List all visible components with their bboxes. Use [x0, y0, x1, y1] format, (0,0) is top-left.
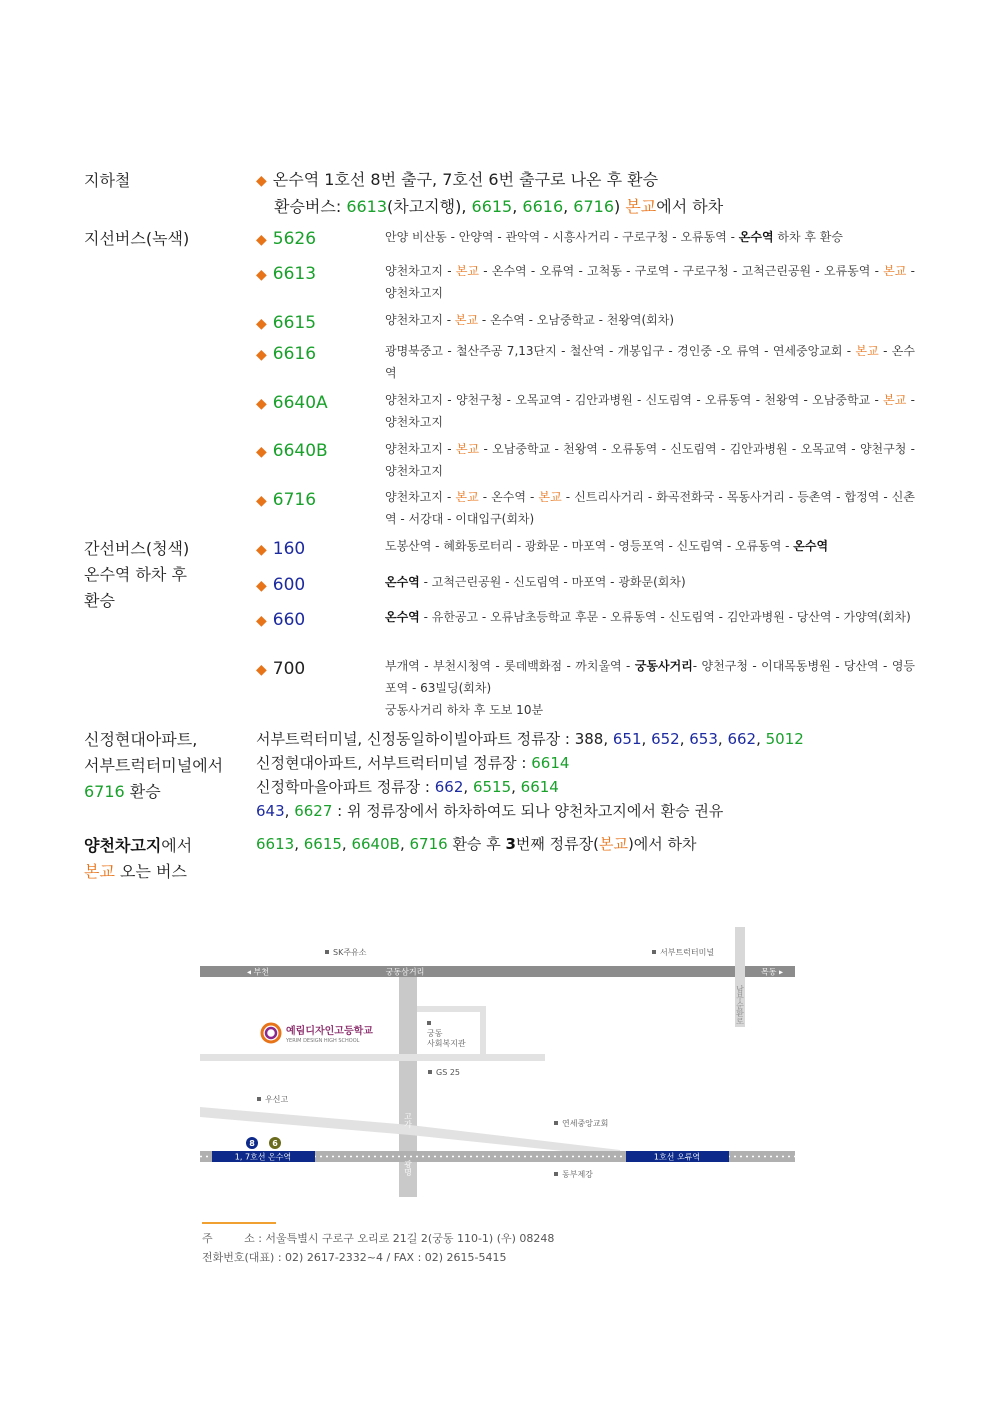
- diagonal-road: [200, 1107, 413, 1135]
- yangcheon-line: 6613, 6615, 6640B, 6716 환승 후 3번째 정류장(본교)에서 하차: [256, 835, 697, 853]
- svg-text:8: 8: [249, 1139, 255, 1148]
- bus-route: 양천차고지 - 본교 - 온수역 - 오류역 - 고척동 - 구로역 - 구로구청 - 고척근린공원 - 오류동역 - 본교 - 양천차고지: [385, 264, 915, 300]
- bus-number: ◆ 5626: [256, 229, 317, 249]
- transfer-line-3: 신정학마을아파트 정류장 : 662, 6515, 6614: [256, 778, 559, 796]
- gungdong-cross-label: 궁동삼거리: [385, 967, 425, 977]
- bus-route: 온수역 - 유한공고 - 오류남초등학교 후문 - 오류동역 - 신도림역 - 김안과병원 - 당산역 - 가양역(회차): [385, 610, 911, 624]
- diamond-icon: ◆: [256, 173, 267, 189]
- school-name: 예림디자인고등학교: [286, 1026, 373, 1037]
- location-map: [200, 925, 800, 1205]
- main-road: [200, 966, 795, 977]
- dongbu-label: 동부제강: [562, 1170, 593, 1179]
- svg-text:6: 6: [272, 1139, 278, 1148]
- bus-route: 온수역 - 고척근린공원 - 신도림역 - 마포역 - 광화문(회차): [385, 575, 686, 589]
- subway-line1: ◆ 온수역 1호선 8번 출구, 7호선 6번 출구로 나온 후 환승: [256, 170, 659, 189]
- bucheon-label: ◂ 부천: [246, 967, 270, 977]
- bus-number: ◆ 660: [256, 610, 306, 630]
- bus-route: 부개역 - 부천시청역 - 롯데백화점 - 까치울역 - 궁동사거리- 양천구청 - 이대목동병원 - 당산역 - 영등포역 - 63빌딩(회차): [385, 659, 916, 695]
- branch-bus-category: 지선버스(녹색): [84, 229, 190, 248]
- bus-route: 양천차고지 - 본교 - 온수역 - 오남중학교 - 천왕역(회차): [385, 313, 675, 327]
- school-logo: [262, 1024, 373, 1044]
- cross-road: [200, 1054, 545, 1061]
- address-line: 주 소 : 서울특별시 구로구 오리로 21길 2(궁동 110-1) (우) 08248: [202, 1232, 555, 1245]
- subway-category: 지하철: [84, 171, 131, 190]
- onsu-label: 1, 7호선 온수역: [234, 1152, 292, 1162]
- svg-text:남부순환로: 남부순환로: [735, 985, 745, 1025]
- svg-text:고가: 고가: [403, 1112, 413, 1128]
- transfer-line-2: 신정현대아파트, 서부트럭터미널 정류장 : 6614: [256, 754, 570, 772]
- bus-route: 도봉산역 - 혜화동로터리 - 광화문 - 마포역 - 영등포역 - 신도림역 - 오류동역 - 온수역: [385, 539, 829, 553]
- oryu-label: 1호선 오류역: [653, 1152, 701, 1162]
- bus-number: ◆ 600: [256, 575, 306, 595]
- gogaa-label: [403, 1112, 412, 1129]
- mokdong-label: 목동 ▸: [760, 967, 784, 977]
- bus-number: ◆ 6616: [256, 344, 317, 364]
- bus-route: 광명북중고 - 철산주공 7,13단지 - 철산역 - 개봉입구 - 경인중 -오 류역 - 연세중앙교회 - 본교 - 온수역: [385, 344, 915, 380]
- nambu-label: [735, 984, 744, 1025]
- subway-line2: 환승버스: 6613(차고지행), 6615, 6616, 6716) 본교에서 하차: [274, 197, 724, 216]
- divider: [202, 1222, 276, 1224]
- yangcheon-category: 양천차고지에서 본교 오는 버스: [84, 836, 193, 881]
- trunk-bus-category: 간선버스(청색) 온수역 하차 후 환승: [84, 539, 190, 610]
- bus-number: ◆ 6640A: [256, 393, 328, 413]
- gwangmyeong-label: [403, 1159, 412, 1176]
- bus-route: 양천차고지 - 양천구청 - 오목교역 - 김안과병원 - 신도림역 - 오류동역 - 천왕역 - 오남중학교 - 본교 - 양천차고지: [385, 393, 915, 429]
- bus-route: 양천차고지 - 본교 - 오남중학교 - 천왕역 - 오류동역 - 신도림역 - 김안과병원 - 오목교역 - 양천구청 - 양천차고지: [385, 442, 916, 478]
- bus-number: ◆ 6613: [256, 264, 317, 284]
- usingo-label: 우신고: [265, 1095, 289, 1104]
- transfer-line-1: 서부트럭터미널, 신정동일하이빌아파트 정류장 : 388, 651, 652, 653, 662, 5012: [256, 730, 804, 748]
- welfare-label-2: 사회복지관: [427, 1039, 466, 1048]
- sk-label: SK주유소: [333, 948, 367, 957]
- bus-number: ◆ 6640B: [256, 441, 328, 461]
- bus-number: ◆ 6615: [256, 313, 317, 333]
- bus-number: ◆ 700: [256, 659, 306, 679]
- transfer-line-4: 643, 6627 : 위 정류장에서 하차하여도 되나 양천차고지에서 환승 권유: [256, 802, 724, 820]
- bus-number: ◆ 6716: [256, 490, 317, 510]
- svg-text:광명: 광명: [403, 1160, 413, 1176]
- bus-route: 안양 비산동 - 안양역 - 관악역 - 시흥사거리 - 구로구청 - 오류동역 - 온수역 하차 후 환승: [385, 230, 843, 244]
- bus-number: ◆ 160: [256, 539, 306, 559]
- bus-route-note: 궁동사거리 하차 후 도보 10분: [385, 703, 544, 717]
- bus-route: 양천차고지 - 본교 - 온수역 - 본교 - 신트리사거리 - 화곡전화국 - 목동사거리 - 등촌역 - 합정역 - 신촌역 - 서강대 - 이대입구(회차): [385, 490, 915, 526]
- phone-line: 전화번호(대표) : 02) 2617-2332~4 / FAX : 02) 2615-5415: [202, 1251, 507, 1264]
- transfer-category: 신정현대아파트, 서부트럭터미널에서 6716 환승: [84, 730, 224, 801]
- school-name-en: YERIM DESIGN HIGH SCHOOL: [286, 1038, 360, 1044]
- seobu-label: 서부트럭터미널: [660, 948, 715, 957]
- yonsei-label: 연세중앙교회: [562, 1119, 609, 1128]
- gs25-label: GS 25: [436, 1068, 460, 1077]
- welfare-label-1: 궁동: [427, 1029, 443, 1038]
